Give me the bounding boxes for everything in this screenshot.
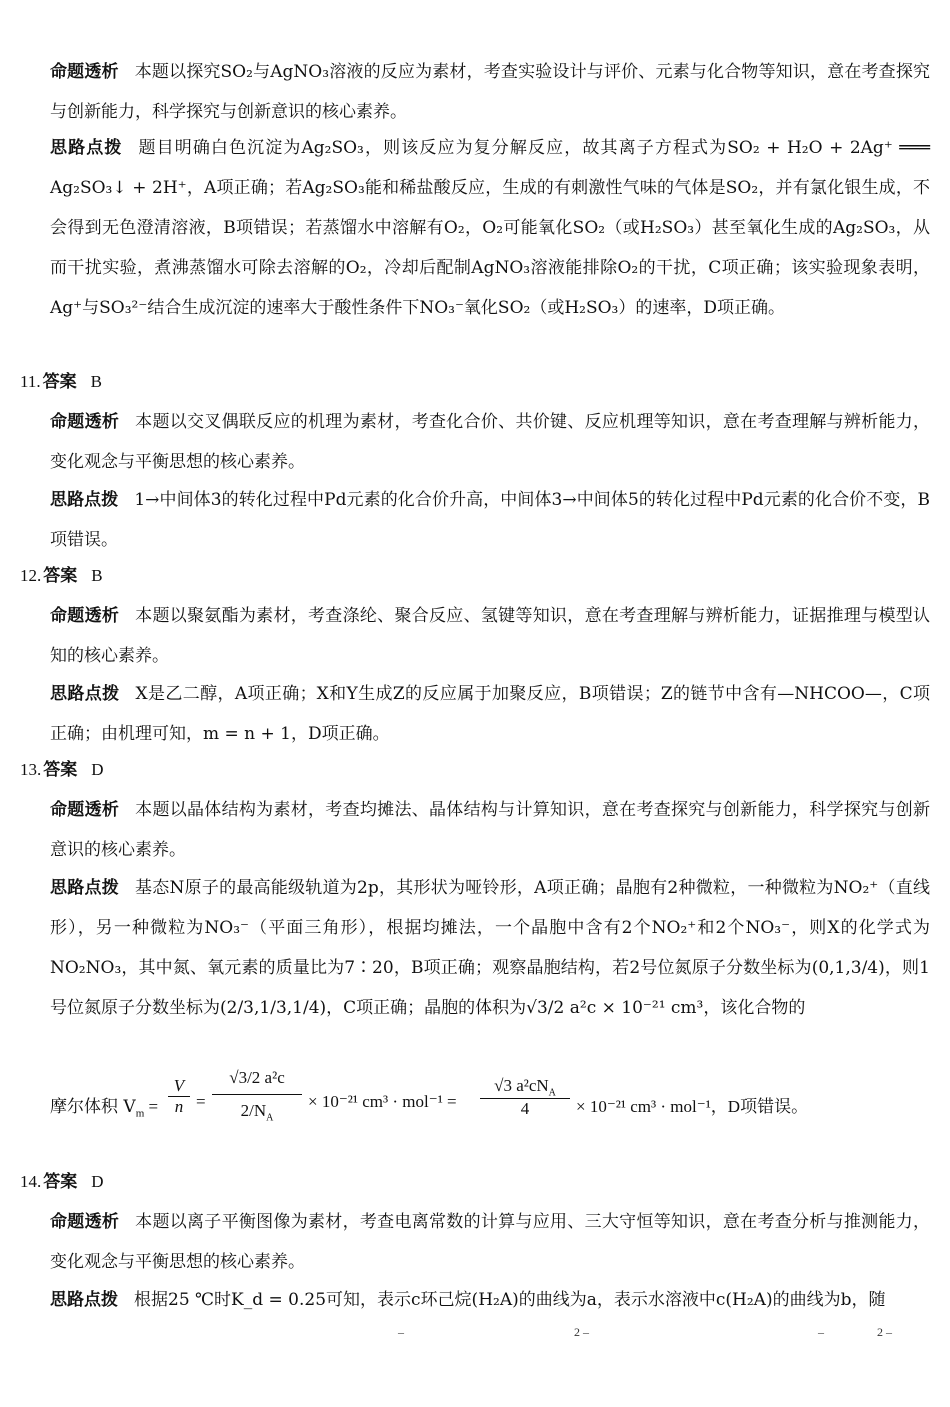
answer-label: 答案 [43, 1172, 78, 1192]
q12-hint [50, 674, 930, 754]
answer-value: B [90, 372, 102, 391]
analysis-text: 本题以探究SO₂与AgNO₃溶液的反应为素材，考查实验设计与评价、元素与化合物等知识，意在考查探究与创新能力，科学探究与创新意识的核心素养。 [50, 62, 931, 122]
analysis-text: 本题以离子平衡图像为素材，考查电离常数的计算与应用、三大守恒等知识，意在考查分析与推测能力，变化观念与平衡思想的核心素养。 [50, 1212, 931, 1272]
hint-label: 思路点拨 [50, 878, 119, 898]
formula-tail: × 10⁻²¹ cm³ · mol⁻¹，D项错误。 [576, 1097, 809, 1116]
analysis-text: 本题以晶体结构为素材，考查均摊法、晶体结构与计算知识，意在考查探究与创新能力，科学探究与创新意识的核心素养。 [50, 800, 931, 860]
hint-text: 题目明确白色沉淀为Ag₂SO₃，则该反应为复分解反应，故其离子方程式为SO₂ + H₂O + 2Ag⁺ ═══ Ag₂SO₃↓ + 2H⁺，A项正确；若Ag₂SO₃能和稀盐酸反应，生成的有刺激性气味的气体是SO₂，并有氯化银生成，不会得到无色澄清溶液，B项错误；若蒸馏水中溶解有O₂，O₂可能氧化SO₂（或H₂SO₃）甚至氧化生成的Ag₂SO₃，从而干扰实验，煮沸蒸馏水可除去溶解的O₂，冷却后配制AgNO₃溶液能排除O₂的干扰，C项正确；该实验现象表明，Ag⁺与SO₃²⁻结合生成沉淀的速率大于酸性条件下NO₃⁻氧化SO₂（或H₂SO₃）的速率，D项正确。 [50, 138, 930, 318]
answer-value: D [91, 760, 104, 779]
hint-label: 思路点拨 [50, 684, 120, 704]
hint-label: 思路点拨 [50, 490, 119, 510]
footer-right-dash: – [818, 1325, 824, 1339]
footer-right-page: 2 – [877, 1325, 892, 1339]
analysis-text: 本题以聚氨酯为素材，考查涤纶、聚合反应、氢键等知识，意在考查理解与辨析能力，证据推理与模型认知的核心素养。 [50, 606, 931, 666]
q11-answer-line [20, 364, 102, 400]
q14-answer-line [20, 1164, 104, 1200]
question-number: 11. [20, 372, 41, 391]
answer-label: 答案 [43, 760, 78, 780]
q11-analysis [50, 402, 930, 482]
hint-text: 基态N原子的最高能级轨道为2p，其形状为哑铃形，A项正确；晶胞有2种微粒，一种微粒为NO₂⁺（直线形），另一种微粒为NO₃⁻（平面三角形），根据均摊法，一个晶胞中含有2个NO₂⁺和2个NO₃⁻，则X的化学式为NO₂NO₃，其中氮、氧元素的质量比为7∶20，B项正确；观察晶胞结构，若2号位氮原子分数坐标为(0,1,3/4)，则1号位氮原子分数坐标为(2/3,1/3,1/4)，C项正确；晶胞的体积为√3/2 a²c × 10⁻²¹ cm³，该化合物的 [50, 878, 931, 1018]
q14-analysis [50, 1202, 930, 1282]
answer-value: B [91, 566, 103, 585]
hint-text: 根据25 ℃时K_d = 0.25可知，表示c环己烷(H₂A)的曲线为a，表示水溶液中c(H₂A)的曲线为b，随 [134, 1290, 886, 1310]
q13-hint [50, 868, 930, 1028]
fraction-v-over-n: $\frac{V}{n}$ [168, 1076, 190, 1117]
question-number: 13. [20, 760, 42, 779]
formula-prefix: 摩尔体积 $V_m$ = [50, 1097, 159, 1120]
q13-analysis [50, 790, 930, 870]
footer-left-dash: – [398, 1325, 404, 1339]
analysis-label: 命题透析 [50, 62, 119, 82]
q12-answer-line [20, 558, 103, 594]
analysis-label: 命题透析 [50, 606, 120, 626]
answer-label: 答案 [42, 372, 77, 392]
q11-hint [50, 480, 930, 560]
q12-analysis [50, 596, 930, 676]
q10-hint [50, 128, 930, 328]
analysis-label: 命题透析 [50, 1212, 120, 1232]
hint-label: 思路点拨 [50, 138, 123, 158]
answer-label: 答案 [43, 566, 78, 586]
question-number: 12. [20, 566, 42, 585]
q10-analysis [50, 52, 930, 132]
answer-value: D [91, 1172, 104, 1191]
analysis-label: 命题透析 [50, 412, 120, 432]
formula-middle: × 10⁻²¹ cm³ · mol⁻¹ = [308, 1092, 457, 1111]
molar-volume-formula: 摩尔体积 $V_m$ = $\frac{V}{n}$ = $\frac{\text{√3/2 a²c}}{2/N_A}$ × 10⁻²¹ cm³ · mol⁻¹ = √3 $a^2cN_A$ 4 × 10⁻²¹ cm³ · mol⁻¹，D项错误。 [50, 1062, 930, 1162]
analysis-label: 命题透析 [50, 800, 120, 820]
hint-label: 思路点拨 [50, 1290, 118, 1310]
hint-text: 1→中间体3的转化过程中Pd元素的化合价升高，中间体3→中间体5的转化过程中Pd元素的化合价不变，B项错误。 [50, 490, 931, 550]
hint-text: X是乙二醇，A项正确；X和Y生成Z的反应属于加聚反应，B项错误；Z的链节中含有—NHCOO—，C项正确；由机理可知，m = n + 1，D项正确。 [50, 684, 930, 744]
fraction-volume-over-moles: $\frac{\text{√3/2 a²c}}{2/N_A}$ [212, 1062, 302, 1134]
question-number: 14. [20, 1172, 42, 1191]
q14-hint [50, 1280, 930, 1320]
fraction-result: √3 $a^2cN_A$ 4 [480, 1076, 570, 1119]
footer-left-page: 2 – [574, 1325, 589, 1339]
analysis-text: 本题以交叉偶联反应的机理为素材，考查化合价、共价键、反应机理等知识，意在考查理解与辨析能力，变化观念与平衡思想的核心素养。 [50, 412, 931, 472]
q13-answer-line [20, 752, 104, 788]
